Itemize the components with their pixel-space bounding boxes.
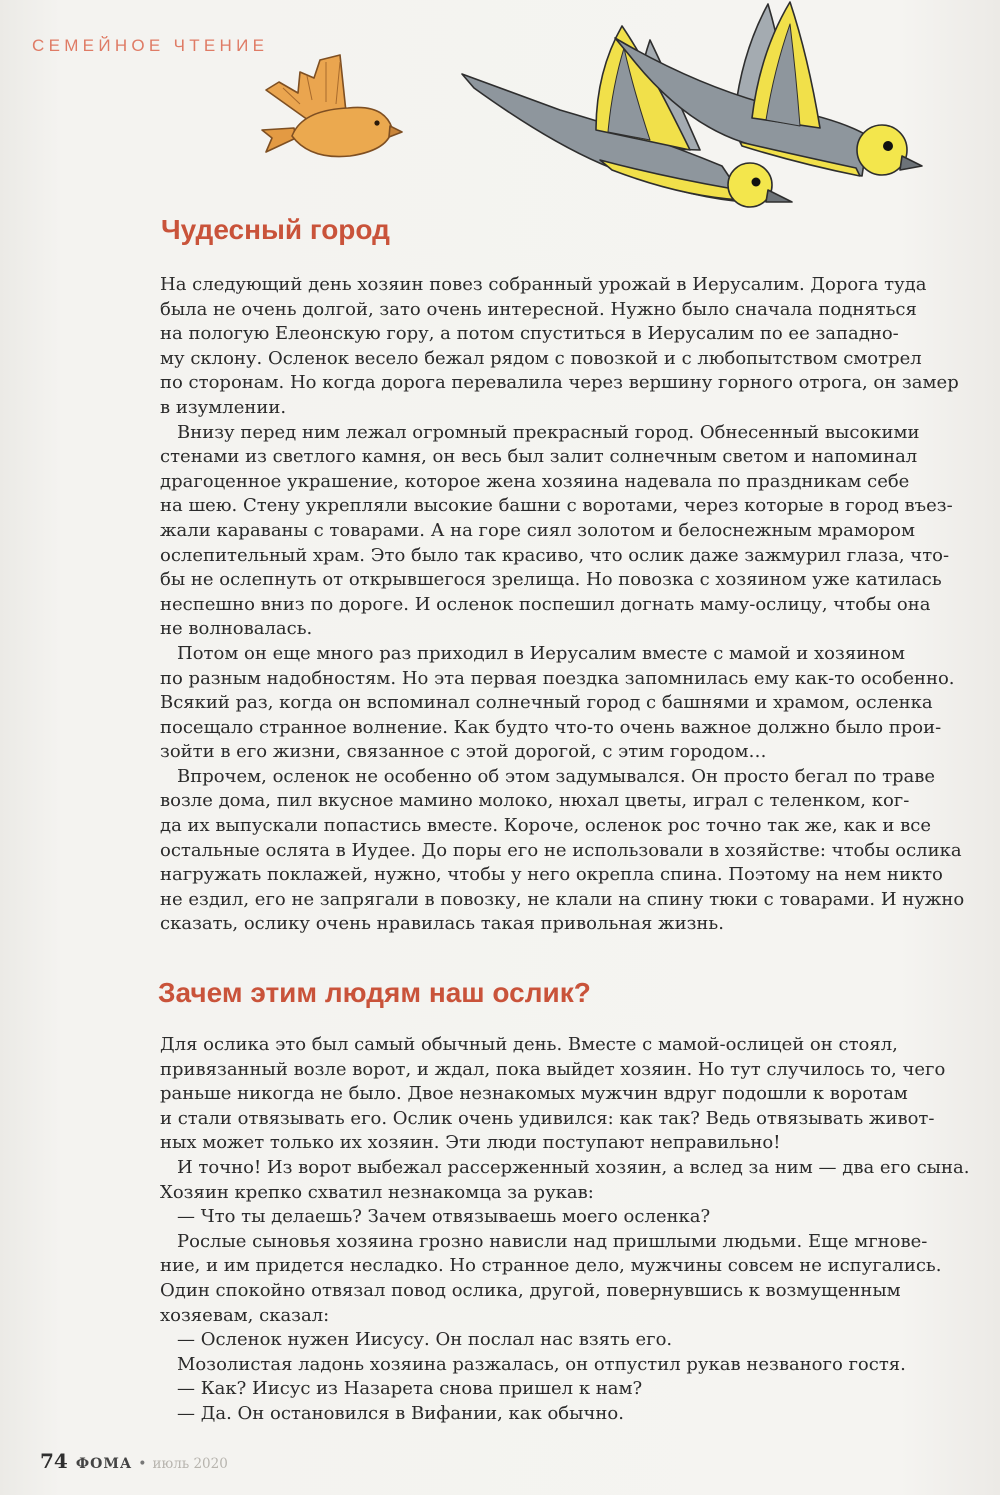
text-line: На следующий день хозяин повез собранный урожай в Иерусалим. Дорога туда — [160, 274, 927, 295]
article-section — [160, 1033, 980, 1427]
text-line: ослепительный храм. Это было так красиво, что ослик даже зажмурил глаза, что- — [160, 544, 950, 566]
dialogue-line: — Что ты делаешь? Зачем отвязываешь моего осленка? — [177, 1206, 711, 1228]
text-line: в изумлении. — [160, 396, 287, 418]
orange-bird-illustration — [262, 55, 402, 157]
text-line: бы не ослепнуть от открывшегося зрелища. Но повозка с хозяином уже катилась — [160, 569, 942, 591]
text-line: Внизу перед ним лежал огромный прекрасный город. Обнесенный высокими — [177, 421, 920, 443]
text-line: и стали отвязывать его. Ослик очень удивился: как так? Ведь отвязывать живот- — [160, 1107, 935, 1129]
text-line: возле дома, пил вкусное мамино молоко, нюхал цветы, играл с теленком, ког- — [160, 790, 910, 812]
orange-bird-tail — [262, 128, 296, 152]
text-line: была не очень долгой, зато очень интересной. Нужно было сначала подняться — [160, 298, 917, 320]
text-line: Один спокойно отвязал повод ослика, другой, повернувшись к возмущенным — [160, 1279, 901, 1301]
text-line: посещало странное волнение. Как будто что-то очень важное должно было прои- — [160, 716, 942, 738]
text-line: раньше никогда не было. Двое незнакомых мужчин вдруг подошли к воротам — [160, 1083, 908, 1105]
text-line: Хозяин крепко схватил незнакомца за рукав: — [160, 1181, 594, 1203]
text-line: драгоценное украшение, которое жена хозяина надевала по праздникам себе — [160, 470, 910, 492]
swallow-left-eye — [752, 178, 761, 187]
text-line: Рослые сыновья хозяина грозно нависли над пришлыми людьми. Еще мгнове- — [177, 1230, 928, 1252]
text-line: Потом он еще много раз приходил в Иерусалим вместе с мамой и хозяином — [177, 642, 906, 664]
text-line: ние, и им придется несладко. Но странное дело, мужчины совсем не испугались. — [160, 1255, 942, 1277]
text-line: да их выпускали попастись вместе. Короче, осленок рос точно так же, как и все — [160, 815, 931, 837]
issue-date: июль 2020 — [152, 1456, 228, 1472]
text-line: хозяевам, сказал: — [160, 1304, 330, 1326]
text-line: Всякий раз, когда он вспоминал солнечный город с башнями и храмом, осленка — [160, 692, 933, 714]
text-line: стенами из светлого камня, он весь был залит солнечным светом и напоминал — [160, 446, 918, 468]
text-line: Впрочем, осленок не особенно об этом задумывался. Он просто бегал по траве — [177, 765, 936, 787]
text-line: по сторонам. Но когда дорога перевалила через вершину горного отрога, он замер — [160, 372, 959, 394]
page-number: 74 — [40, 1449, 68, 1473]
article-section — [160, 273, 980, 937]
text-line: Для ослика это был самый обычный день. Вместе с мамой-ослицей он стоял, — [160, 1034, 898, 1055]
dialogue-line: — Да. Он остановился в Вифании, как обычно. — [177, 1402, 624, 1424]
orange-bird-eye — [374, 120, 379, 125]
text-line: сказать, ослику очень нравилась такая привольная жизнь. — [160, 913, 724, 935]
text-line: неспешно вниз по дороге. И осленок поспешил догнать маму-ослицу, чтобы она — [160, 593, 931, 615]
text-line: И точно! Из ворот выбежал рассерженный хозяин, а вслед за ним — два его сына. — [177, 1156, 970, 1178]
swallow-right-eye — [883, 141, 893, 151]
section-title: Чудесный город — [161, 214, 390, 245]
page-footer — [40, 1449, 228, 1477]
swallow-right-head — [857, 125, 907, 175]
text-line: нагружать поклажей, нужно, чтобы у него окрепла спина. Поэтому на нем никто — [160, 864, 943, 886]
birds-illustration — [0, 0, 1000, 240]
text-line: на шею. Стену укрепляли высокие башни с воротами, через которые в город въез- — [160, 495, 953, 517]
text-line: не ездил, его не запрягали в повозку, не клали на спину тюки с товарами. И нужно — [160, 888, 965, 910]
text-line: по разным надобностям. Но эта первая поездка запомнилась ему как-то особенно. — [160, 667, 955, 689]
orange-bird-beak — [389, 126, 402, 137]
text-line: му склону. Осленок весело бежал рядом с повозкой и с любопытством смотрел — [160, 347, 922, 369]
text-line: на пологую Елеонскую гору, а потом спуститься в Иерусалим по ее западно- — [160, 323, 899, 345]
text-line: ных может только их хозяин. Эти люди поступают неправильно! — [160, 1132, 781, 1154]
dialogue-line: — Осленок нужен Иисусу. Он послал нас взять его. — [177, 1329, 673, 1351]
text-line: не волновалась. — [160, 618, 313, 640]
text-line: Мозолистая ладонь хозяина разжалась, он отпустил рукав незваного гостя. — [177, 1353, 906, 1375]
footer-separator: • — [138, 1456, 147, 1472]
rubric-label: СЕМЕЙНОЕ ЧТЕНИЕ — [32, 36, 269, 55]
text-line: привязанный возле ворот, и ждал, пока выйдет хозяин. Но тут случилось то, чего — [160, 1058, 946, 1080]
magazine-name: ФОМА — [75, 1456, 133, 1472]
text-line: жали караваны с товарами. А на горе сиял золотом и белоснежным мрамором — [160, 519, 916, 541]
section-title: Зачем этим людям наш ослик? — [158, 977, 591, 1008]
text-line: остальные ослята в Иудее. До поры его не использовали в хозяйстве: чтобы ослика — [160, 839, 962, 861]
swallow-right-beak — [900, 156, 922, 170]
dialogue-line: — Как? Иисус из Назарета снова пришел к нам? — [177, 1378, 643, 1400]
text-line: зойти в его жизни, связанное с этой дорогой, с этим городом… — [160, 741, 767, 763]
swallow-left-beak — [766, 190, 792, 202]
swallow-left-head — [728, 163, 772, 207]
